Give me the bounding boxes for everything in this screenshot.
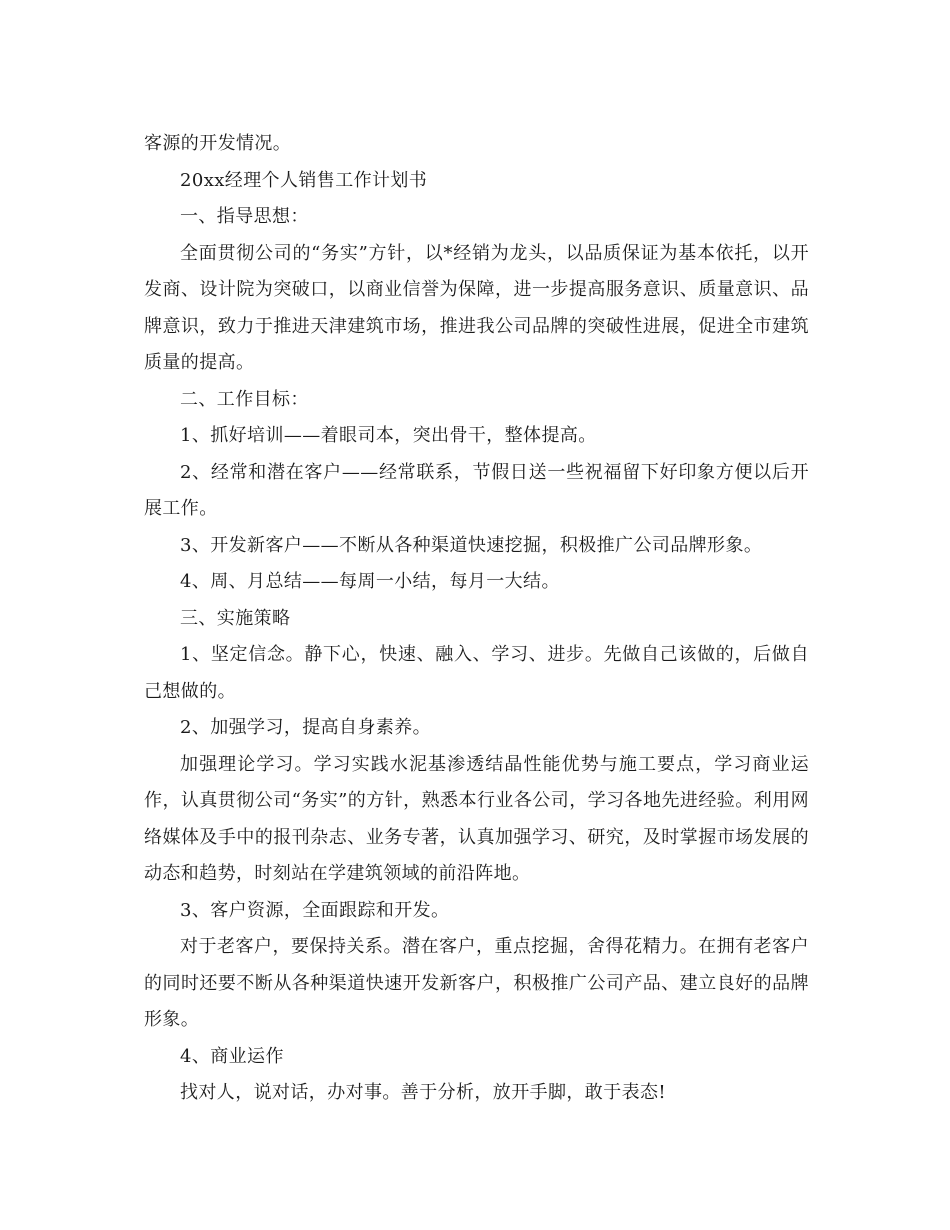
section-heading-strategy: 三、实施策略: [180, 607, 291, 629]
paragraph-learning: 加强理论学习。学习实践水泥基渗透结晶性能优势与施工要点，学习商业运作，认真贯彻公司“务实”的方针，熟悉本行业各公司，学习各地先进经验。利用网络媒体及手中的报刊杂志、业务专著，认真加强学习、研究，及时掌握市场发展的动态和趋势，时刻站在学建筑领域的前沿阵地。: [144, 753, 809, 884]
document-title: 20xx经理个人销售工作计划书: [180, 169, 428, 191]
strategy-item-1: 1、坚定信念。静下心，快速、融入、学习、进步。先做自己该做的，后做自己想做的。: [144, 644, 809, 702]
paragraph-business: 找对人，说对话，办对事。善于分析，放开手脚，敢于表态!: [180, 1082, 667, 1103]
goal-item-1: 1、抓好培训——着眼司本，突出骨干，整体提高。: [180, 425, 597, 446]
paragraph-guiding-thought: 全面贯彻公司的“务实”方针，以*经销为龙头，以品质保证为基本依托，以开发商、设计院为突破口，以商业信誉为保障，进一步提高服务意识、质量意识、品牌意识，致力于推进天津建筑市场，推进我公司品牌的突破性进展，促进全市建筑质量的提高。: [144, 242, 809, 373]
strategy-item-3: 3、客户资源，全面跟踪和开发。: [180, 899, 450, 921]
paragraph-continuation: 客源的开发情况。: [144, 133, 292, 154]
strategy-item-2: 2、加强学习，提高自身素养。: [180, 717, 432, 738]
paragraph-customers: 对于老客户，要保持关系。潜在客户，重点挖掘，舍得花精力。在拥有老客户的同时还要不断从各种渠道快速开发新客户，积极推广公司产品、建立良好的品牌形象。: [144, 936, 809, 1030]
section-heading-guiding-thought: 一、指导思想：: [180, 206, 309, 227]
section-heading-work-goals: 二、工作目标：: [180, 388, 309, 410]
goal-item-2: 2、经常和潜在客户——经常联系，节假日送一些祝福留下好印象方便以后开展工作。: [144, 461, 809, 519]
goal-item-4: 4、周、月总结——每周一小结，每月一大结。: [180, 571, 560, 592]
goal-item-3: 3、开发新客户——不断从各种渠道快速挖掘，积极推广公司品牌形象。: [180, 534, 763, 556]
strategy-item-4: 4、商业运作: [180, 1045, 284, 1067]
document-body: [144, 126, 809, 1112]
